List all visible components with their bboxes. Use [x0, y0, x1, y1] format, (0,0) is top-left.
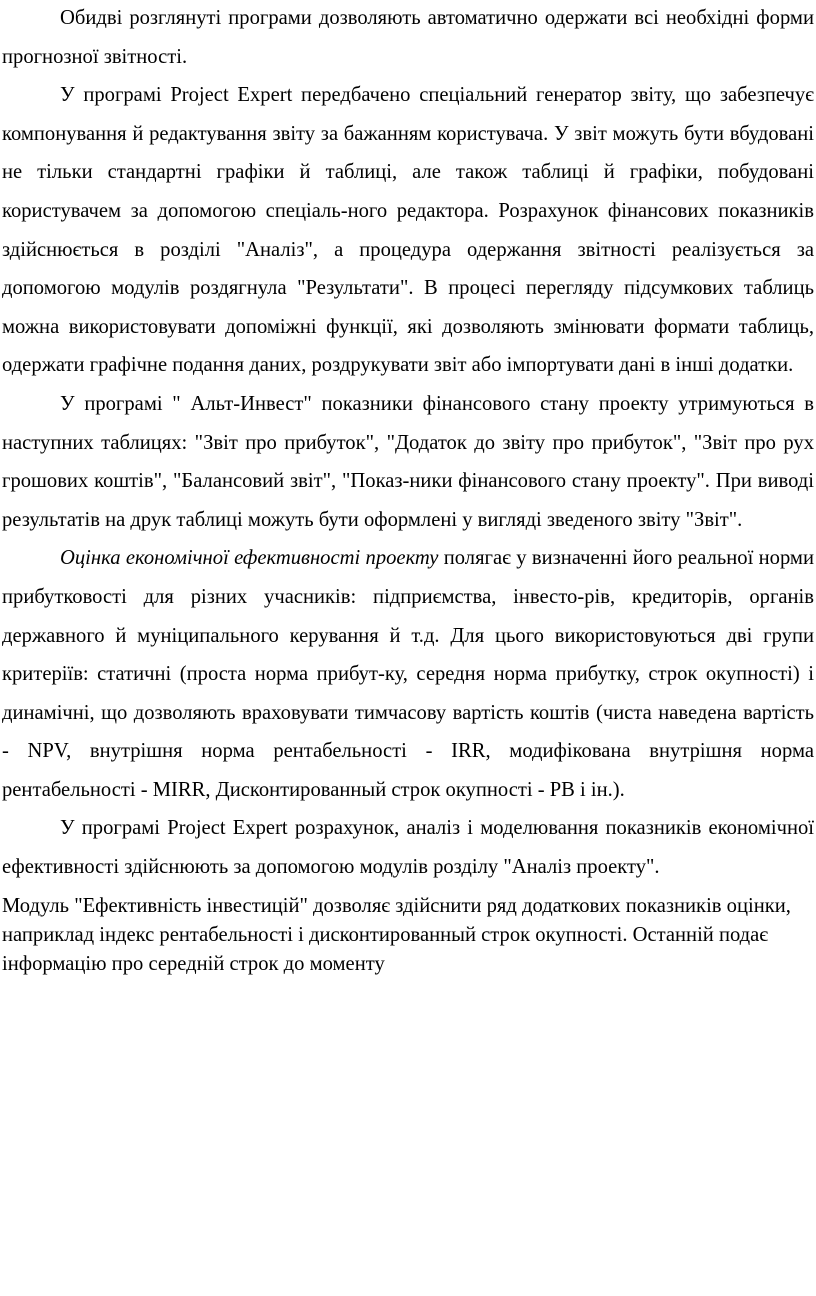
efficiency-evaluation-term: Оцінка економічної ефективності проекту — [60, 547, 439, 570]
efficiency-evaluation-text: полягає у визначенні його реальної норми прибутковості для різних учасників: підприємства, інвесто-рів, кредиторів, органів державного й муніципального керування й т.д. Для цього використовуються дві групи критеріїв: статичні (проста норма прибут-ку, середня норма прибутку, строк окупності) і динамічні, що дозволяють враховувати тимчасову вартість коштів (чиста наведена вартість - NPV, внутрішня норма рентабельності - IRR, модифікована внутрішня норма рентабельності - MIRR, Дисконтированный строк окупності - PB і ін.). — [2, 547, 814, 801]
paragraph-project-analysis-modules: У програмі Project Expert розрахунок, аналіз і моделювання показників економічної ефективності здійснюють за допомогою модулів розділу "Аналіз проекту". — [2, 817, 814, 879]
paragraph-investment-efficiency-module: Модуль "Ефективність інвестицій" дозволяє здійснити ряд додаткових показників оцінки, наприклад індекс рентабельності і дисконтированный строк окупності. Останній подає інформацію про середній строк до моменту — [2, 894, 791, 975]
paragraph-alt-invest-tables: У програмі " Альт-Инвест" показники фінансового стану проекту утримуються в наступних таблицях: "Звіт про прибуток", "Додаток до звіту про прибуток", "Звіт про рух грошових коштів", "Балансовий звіт", "Показ-ники фінансового стану проекту". При виводі результатів на друк таблиці можуть бути оформлені у вигляді зведеного звіту "Звіт". — [2, 392, 814, 531]
paragraph-project-expert-report-generator: У програмі Project Expert передбачено спеціальний генератор звіту, що забезпечує компонування й редактування звіту за бажанням користувача. У звіт можуть бути вбудовані не тільки стандартні графіки й таблиці, але також таблиці й графіки, побудовані користувачем за допомогою спеціаль-ного редактора. Розрахунок фінансових показників здійснюється в розділі "Аналіз", а процедура одержання звітності реалізується за допомогою модулів роздягнула "Результати". В процесі перегляду підсумкових таблиць можна використовувати допоміжні функції, які дозволяють змінювати формати таблиць, одержати графічне подання даних, роздрукувати звіт або імпортувати дані в інші додатки. — [2, 84, 814, 377]
paragraph-forecast-reporting: Обидві розглянуті програми дозволяють автоматично одержати всі необхідні форми прогнозної звітності. — [2, 7, 814, 68]
paragraph-efficiency-evaluation — [2, 539, 814, 809]
